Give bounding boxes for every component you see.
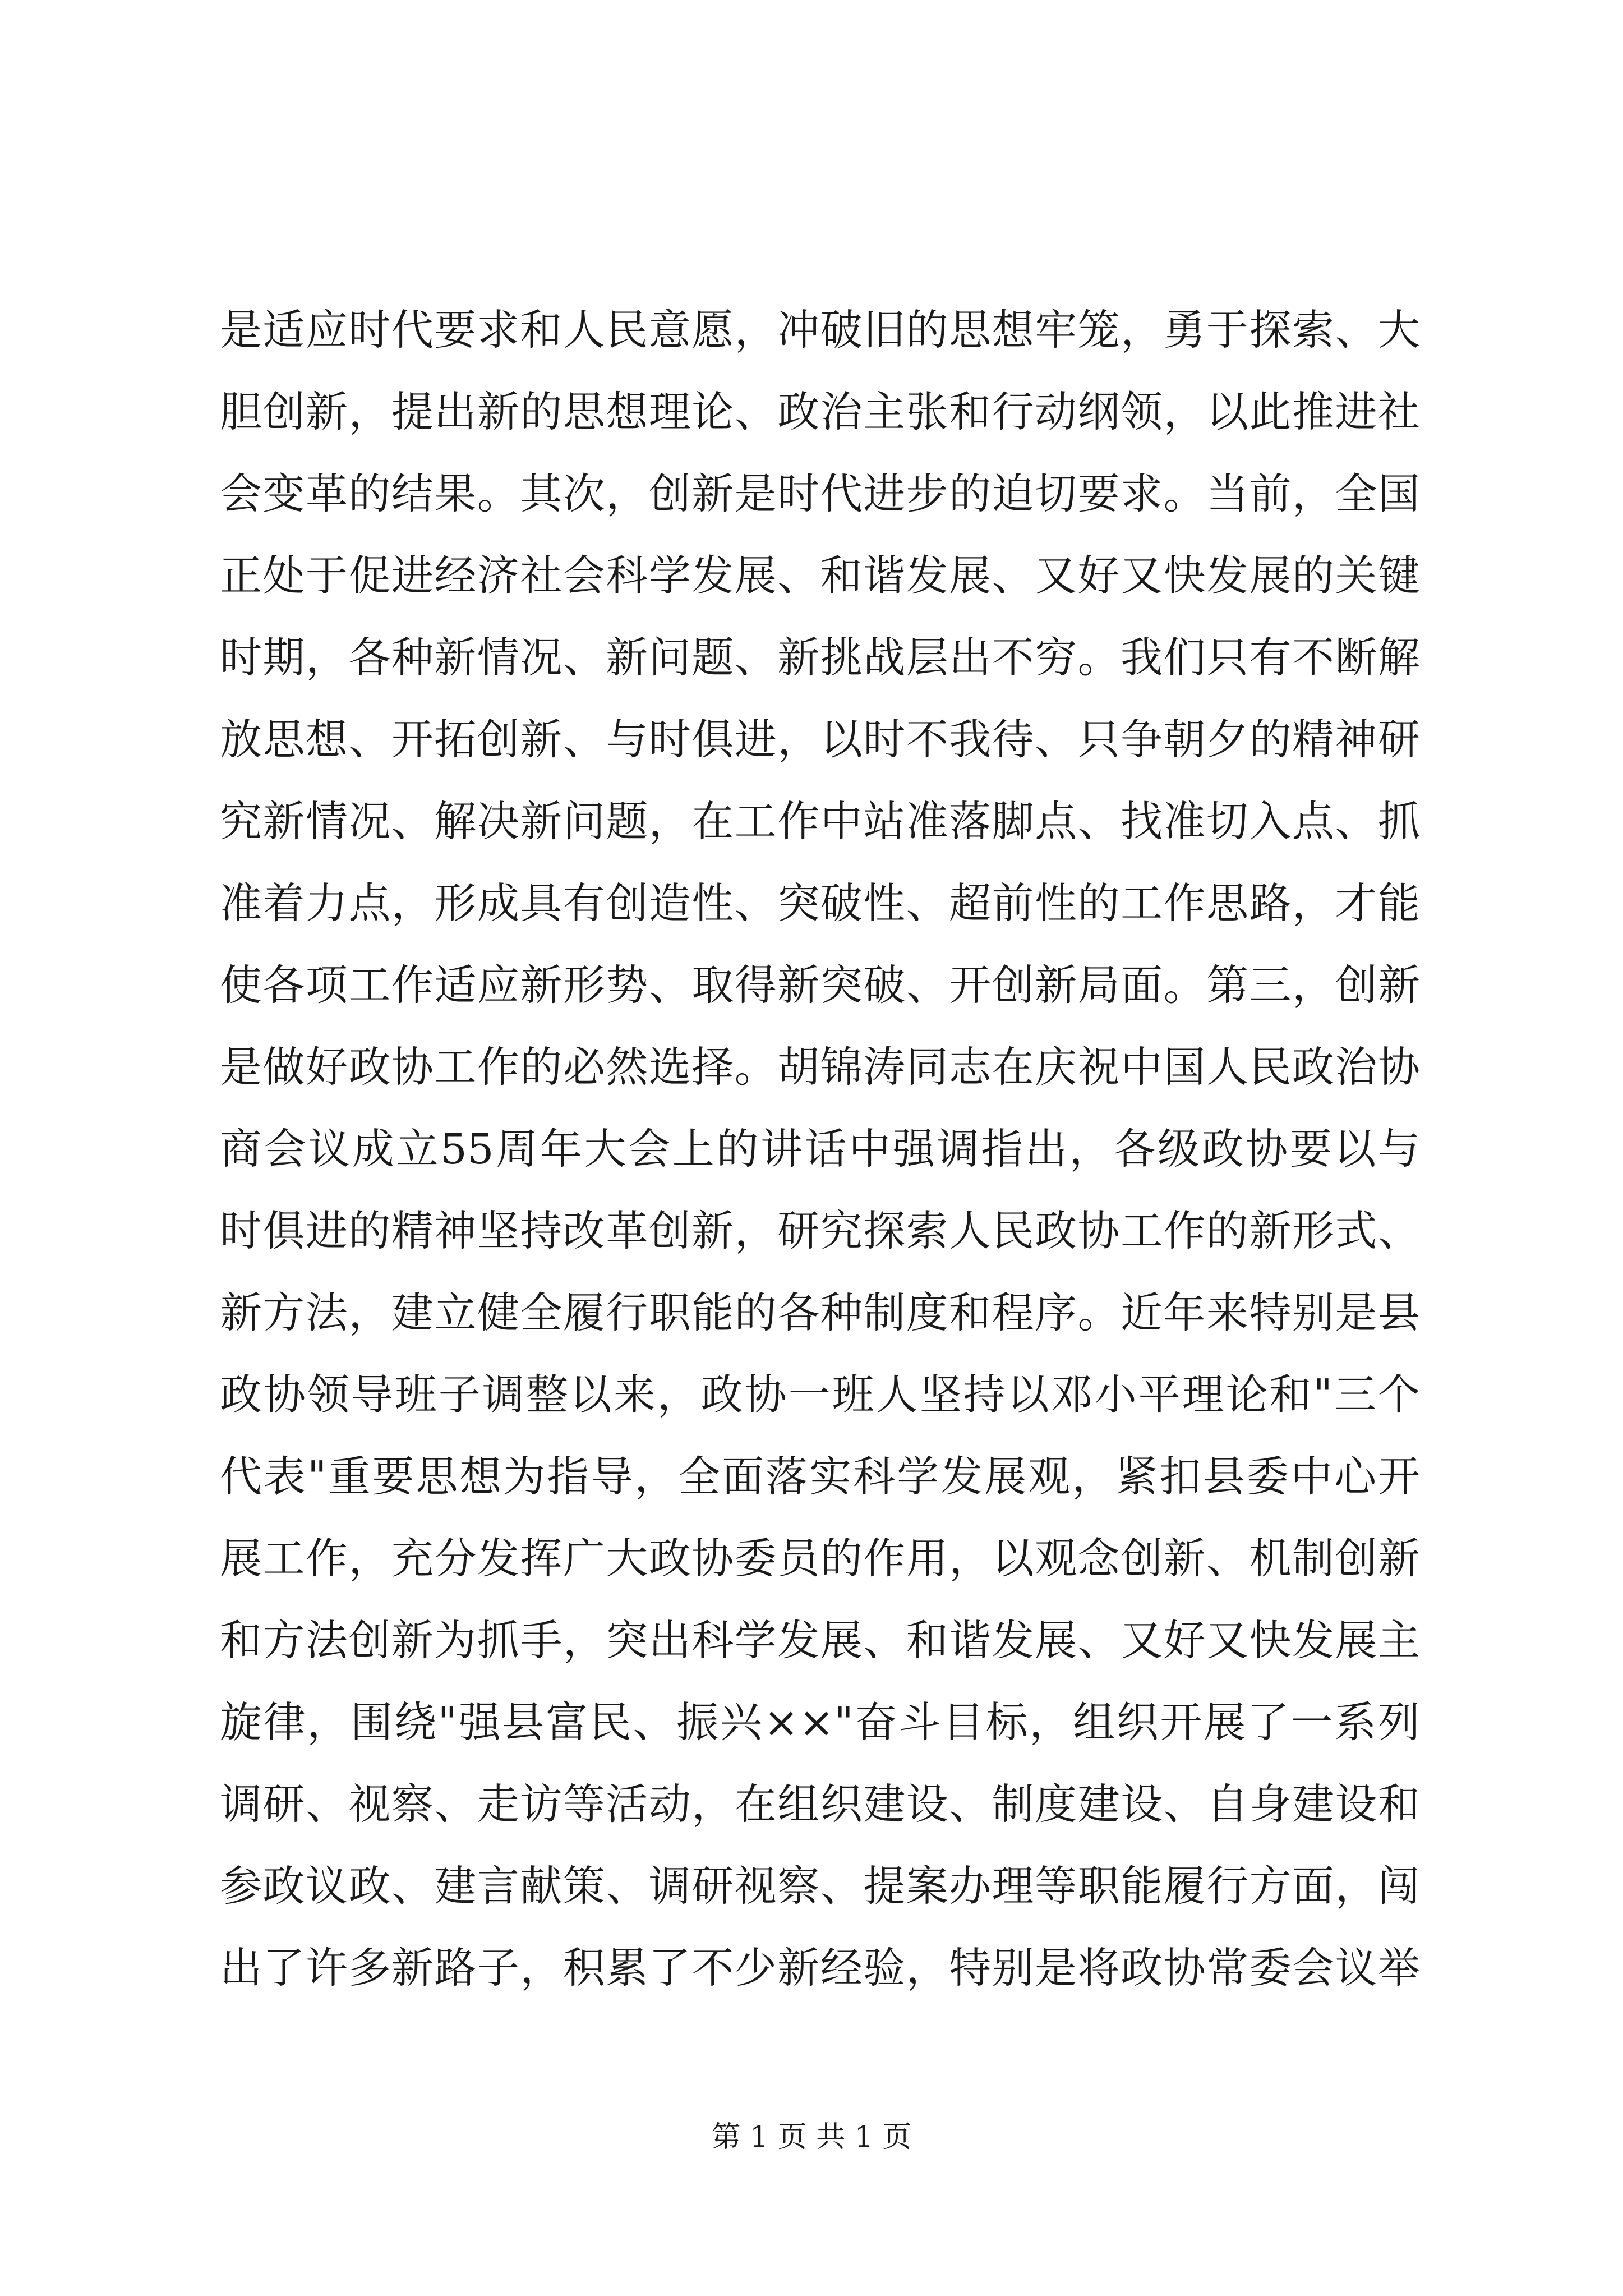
text-line: 政协领导班子调整以来，政协一班人坚持以邓小平理论和"三个 <box>220 1370 1420 1419</box>
page-footer <box>0 2118 1623 2157</box>
text-line: 放思想、开拓创新、与时俱进，以时不我待、只争朝夕的精神研 <box>220 715 1420 764</box>
text-line: 时俱进的精神坚持改革创新，研究探索人民政协工作的新形式、 <box>220 1206 1420 1255</box>
text-line: 时期，各种新情况、新问题、新挑战层出不穷。我们只有不断解 <box>220 633 1420 682</box>
text-line: 胆创新，提出新的思想理论、政治主张和行动纲领，以此推进社 <box>220 387 1420 436</box>
text-line: 调研、视察、走访等活动，在组织建设、制度建设、自身建设和 <box>220 1779 1420 1829</box>
body-paragraph <box>220 289 1420 2009</box>
text-line: 旋律，围绕"强县富民、振兴××"奋斗目标，组织开展了一系列 <box>220 1697 1420 1747</box>
text-line: 究新情况、解决新问题，在工作中站准落脚点、找准切入点、抓 <box>220 797 1420 846</box>
text-line: 出了许多新路子，积累了不少新经验，特别是将政协常委会议举 <box>220 1943 1420 1993</box>
text-line: 代表"重要思想为指导，全面落实科学发展观，紧扣县委中心开 <box>220 1452 1420 1501</box>
text-line: 是做好政协工作的必然选择。胡锦涛同志在庆祝中国人民政治协 <box>220 1042 1420 1092</box>
text-line: 使各项工作适应新形势、取得新突破、开创新局面。第三，创新 <box>220 960 1420 1010</box>
text-line: 新方法，建立健全履行职能的各种制度和程序。近年来特别是县 <box>220 1288 1420 1337</box>
text-line: 准着力点，形成具有创造性、突破性、超前性的工作思路，才能 <box>220 878 1420 928</box>
text-line: 会变革的结果。其次，创新是时代进步的迫切要求。当前，全国 <box>220 469 1420 518</box>
text-line: 参政议政、建言献策、调研视察、提案办理等职能履行方面，闯 <box>220 1861 1420 1911</box>
text-line: 正处于促进经济社会科学发展、和谐发展、又好又快发展的关键 <box>220 551 1420 600</box>
page-number-label: 第 1 页 共 1 页 <box>711 2120 912 2154</box>
text-line: 和方法创新为抓手，突出科学发展、和谐发展、又好又快发展主 <box>220 1616 1420 1665</box>
text-line: 商会议成立55周年大会上的讲话中强调指出，各级政协要以与 <box>220 1124 1420 1174</box>
text-line: 是适应时代要求和人民意愿，冲破旧的思想牢笼，勇于探索、大 <box>220 305 1420 355</box>
text-line: 展工作，充分发挥广大政协委员的作用，以观念创新、机制创新 <box>220 1534 1420 1583</box>
